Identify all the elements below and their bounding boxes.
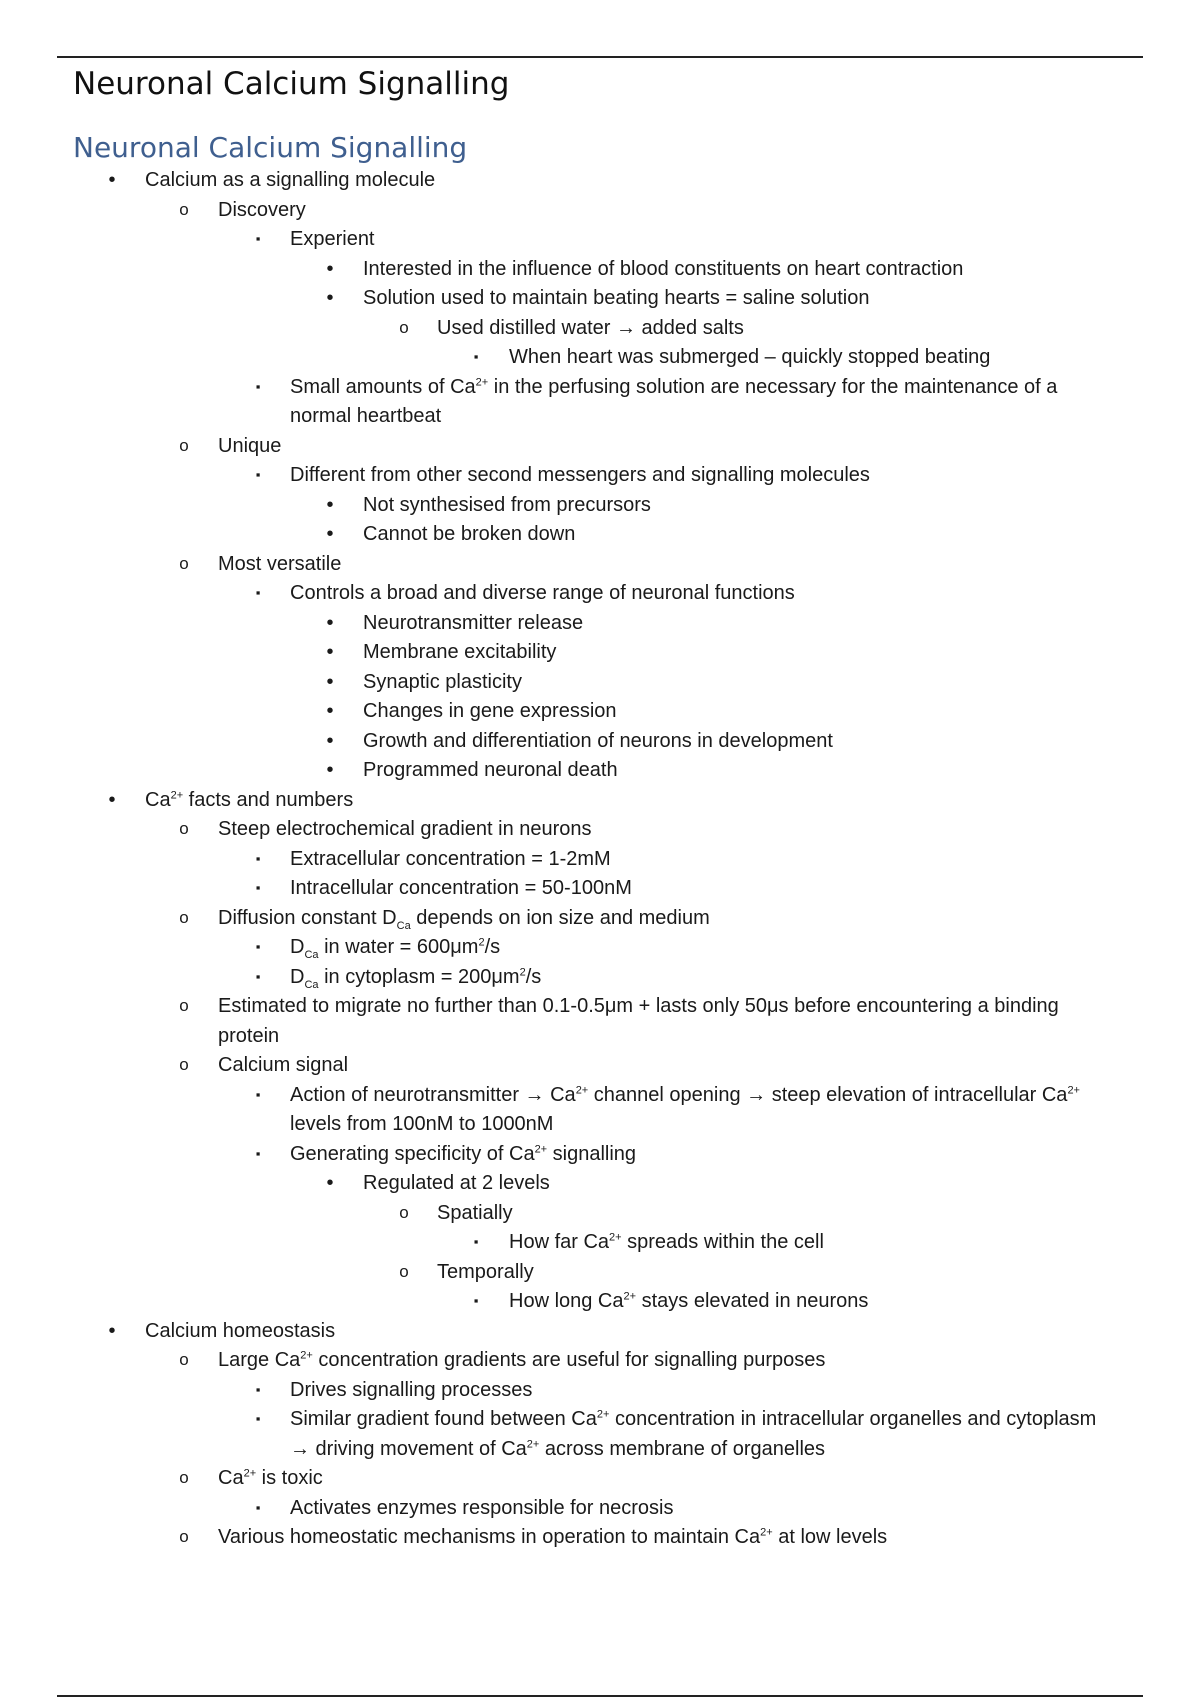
- text-run: Controls a broad and diverse range of neuronal functions: [290, 582, 795, 604]
- outline-item-level-3: [0, 874, 1200, 904]
- outline-item-level-1: [0, 166, 1200, 196]
- outline-item-level-3: [0, 373, 1200, 432]
- subscript: Ca: [304, 949, 319, 961]
- outline-item-level-2: [0, 992, 1200, 1051]
- text-run: Small amounts of Ca: [290, 375, 476, 398]
- text-run: normal heartbeat: [290, 405, 442, 427]
- outline-item-text: [290, 1494, 674, 1522]
- outline-item-level-4: [0, 520, 1200, 550]
- text-run: facts and numbers: [183, 788, 354, 811]
- bullet-marker-icon: o: [179, 1527, 189, 1546]
- outline-item-text: [218, 1051, 348, 1079]
- text-run: stays elevated in neurons: [636, 1290, 869, 1312]
- outline-item-text: [145, 1317, 335, 1345]
- bullet-marker-icon: •: [326, 729, 334, 752]
- outline-item-text: [290, 1140, 636, 1168]
- outline-item-text: [218, 815, 592, 843]
- outline-item-text: [363, 491, 651, 519]
- outline-item-level-3: [0, 845, 1200, 875]
- superscript: 2+: [300, 1349, 313, 1362]
- superscript: 2+: [596, 1408, 610, 1421]
- bullet-marker-icon: ▪: [255, 231, 261, 246]
- outline-item-level-5: [0, 314, 1200, 344]
- text-run: depends on ion size and medium: [410, 906, 710, 929]
- bullet-marker-icon: ▪: [473, 1234, 479, 1249]
- outline-item-level-2: [0, 432, 1200, 462]
- outline-item-text: [363, 284, 869, 312]
- superscript: 2+: [526, 1437, 540, 1450]
- superscript: 2+: [1067, 1083, 1080, 1096]
- bullet-marker-icon: •: [326, 523, 334, 545]
- text-run: Large Ca: [218, 1349, 301, 1371]
- text-run: at low levels: [772, 1526, 888, 1548]
- superscript: 2+: [609, 1231, 622, 1244]
- text-run: Similar gradient found between Ca: [290, 1408, 597, 1430]
- bullet-marker-icon: •: [108, 788, 116, 811]
- text-run: concentration in intracellular organelles and cytoplasm: [609, 1408, 1097, 1430]
- text-run: Changes in gene expression: [363, 700, 617, 722]
- text-run: Discovery: [218, 198, 306, 221]
- outline-item-level-4: [0, 638, 1200, 668]
- outline-item-level-2: [0, 550, 1200, 580]
- text-run: across membrane of organelles: [539, 1437, 826, 1460]
- superscript: 2+: [760, 1526, 773, 1539]
- superscript: 2: [519, 965, 526, 978]
- outline-item-text: [290, 1435, 825, 1463]
- bullet-marker-icon: •: [326, 493, 334, 516]
- text-run: Extracellular concentration = 1-2mM: [290, 847, 611, 870]
- superscript: 2+: [623, 1290, 637, 1303]
- outline-item-text: [218, 1523, 887, 1551]
- outline-item-text: [218, 904, 710, 932]
- superscript: 2+: [243, 1467, 257, 1480]
- text-run: Temporally: [437, 1260, 534, 1283]
- outline-item-level-4: [0, 668, 1200, 698]
- bullet-marker-icon: o: [179, 1350, 189, 1369]
- outline-item-text: [363, 756, 618, 784]
- superscript: 2+: [475, 375, 489, 388]
- text-run: Unique: [218, 434, 282, 457]
- outline-item-level-2: [0, 1051, 1200, 1081]
- outline-item-text: [218, 992, 1059, 1020]
- outline-item-level-3: [0, 1376, 1200, 1406]
- outline-item-level-1: [0, 786, 1200, 816]
- text-run: Used distilled water → added salts: [437, 316, 744, 339]
- outline-item-text: [218, 1464, 323, 1492]
- bullet-marker-icon: ▪: [255, 939, 261, 954]
- outline-item-text: [363, 1169, 550, 1197]
- outline-item-level-6: [0, 1287, 1200, 1317]
- section-heading: Neuronal Calcium Signalling: [73, 131, 468, 164]
- bullet-marker-icon: •: [326, 1172, 334, 1194]
- bullet-marker-icon: •: [326, 287, 334, 309]
- text-run: Ca: [145, 788, 171, 811]
- text-run: Membrane excitability: [363, 641, 557, 663]
- text-run: Different from other second messengers and signalling molecules: [290, 464, 870, 486]
- text-run: Estimated to migrate no further than 0.1-0.5μm + lasts only 50μs before encountering a binding: [218, 995, 1059, 1017]
- text-run: Not synthesised from precursors: [363, 493, 651, 516]
- outline-item-level-6: [0, 343, 1200, 373]
- outline-item-text: [363, 697, 617, 725]
- text-run: spreads within the cell: [621, 1231, 824, 1253]
- bullet-marker-icon: ▪: [255, 1145, 261, 1161]
- bullet-marker-icon: •: [108, 1319, 116, 1342]
- bullet-marker-icon: ▪: [255, 880, 261, 895]
- bullet-marker-icon: ▪: [255, 850, 261, 866]
- outline-item-level-3: [0, 1081, 1200, 1140]
- outline-item-level-2: [0, 1523, 1200, 1553]
- text-run: Calcium homeostasis: [145, 1319, 336, 1342]
- outline-item-text: [218, 550, 341, 578]
- outline-item-level-4: [0, 255, 1200, 285]
- outline-item-text: [363, 255, 963, 283]
- superscript: 2+: [575, 1083, 589, 1096]
- outline-item-level-2: [0, 904, 1200, 934]
- text-run: Generating specificity of Ca: [290, 1142, 535, 1165]
- bullet-marker-icon: o: [179, 819, 189, 838]
- outline-item-text: [290, 1110, 553, 1138]
- text-run: How long Ca: [509, 1290, 624, 1312]
- text-run: channel opening → steep elevation of intracellular Ca: [588, 1083, 1068, 1106]
- bullet-marker-icon: o: [179, 1468, 189, 1487]
- footer-rule: [57, 1695, 1143, 1697]
- bullet-marker-icon: ▪: [255, 585, 261, 600]
- outline-item-text: [145, 786, 353, 814]
- header-rule: [57, 56, 1143, 58]
- bullet-marker-icon: ▪: [255, 1411, 261, 1426]
- text-run: in cytoplasm = 200μm: [318, 965, 520, 988]
- outline-item-level-3: [0, 579, 1200, 609]
- bullet-marker-icon: o: [179, 996, 189, 1015]
- outline-item-level-4: [0, 284, 1200, 314]
- text-run: Action of neurotransmitter → Ca: [290, 1083, 576, 1106]
- text-run: levels from 100nM to 1000nM: [290, 1113, 554, 1135]
- text-run: Growth and differentiation of neurons in development: [363, 729, 833, 752]
- text-run: Steep electrochemical gradient in neurons: [218, 818, 592, 840]
- outline-item-text: [218, 432, 281, 460]
- text-run: → driving movement of Ca: [290, 1437, 527, 1460]
- text-run: Most versatile: [218, 552, 342, 575]
- text-run: Spatially: [437, 1201, 513, 1224]
- subscript: Ca: [304, 978, 319, 991]
- outline-item-level-6: [0, 1228, 1200, 1258]
- outline-item-text: [290, 1405, 1096, 1433]
- outline-item-text: [290, 579, 795, 607]
- bullet-marker-icon: ▪: [473, 1293, 479, 1308]
- text-run: Interested in the influence of blood constituents on heart contraction: [363, 257, 964, 280]
- outline-item-level-3: [0, 933, 1200, 963]
- outline-item-text: [437, 314, 744, 342]
- outline-item-level-4: [0, 756, 1200, 786]
- outline-item-text: [363, 727, 833, 755]
- bullet-marker-icon: ▪: [473, 349, 479, 364]
- bullet-marker-icon: ▪: [255, 1381, 261, 1397]
- document-title: Neuronal Calcium Signalling: [73, 66, 510, 102]
- text-run: Drives signalling processes: [290, 1378, 533, 1401]
- bullet-marker-icon: ▪: [255, 1086, 261, 1102]
- text-run: /s: [484, 936, 501, 958]
- outline-item-text: [290, 845, 611, 873]
- outline-item-text: [509, 1228, 824, 1256]
- outline-item-text: [290, 933, 500, 961]
- outline-item-text: [363, 520, 575, 548]
- outline-item-text: [218, 196, 306, 224]
- bullet-marker-icon: •: [108, 169, 116, 191]
- bullet-marker-icon: ▪: [255, 378, 261, 394]
- text-run: Cannot be broken down: [363, 523, 576, 545]
- superscript: 2+: [534, 1142, 548, 1155]
- text-run: Solution used to maintain beating hearts = saline solution: [363, 287, 870, 309]
- text-run: Calcium as a signalling molecule: [145, 169, 436, 191]
- text-run: Ca: [218, 1467, 244, 1489]
- outline-item-level-2: [0, 815, 1200, 845]
- text-run: Regulated at 2 levels: [363, 1172, 550, 1194]
- outline-item-text: [290, 1376, 532, 1404]
- text-run: Calcium signal: [218, 1054, 349, 1076]
- outline-item-level-2: [0, 1346, 1200, 1376]
- bullet-marker-icon: •: [326, 700, 334, 722]
- subscript: Ca: [396, 919, 411, 932]
- bullet-marker-icon: ▪: [255, 968, 261, 984]
- outline-item-level-3: [0, 1405, 1200, 1464]
- text-run: Programmed neuronal death: [363, 759, 618, 781]
- text-run: When heart was submerged – quickly stopped beating: [509, 346, 991, 368]
- text-run: How far Ca: [509, 1231, 610, 1253]
- outline-item-level-1: [0, 1317, 1200, 1347]
- outline-item-text: [290, 373, 1057, 401]
- bullet-marker-icon: •: [326, 611, 334, 634]
- outline-item-text: [290, 1081, 1080, 1109]
- outline-item-text: [290, 225, 375, 253]
- outline-item-text: [363, 668, 522, 696]
- superscript: 2+: [170, 788, 184, 801]
- outline-item-level-4: [0, 1169, 1200, 1199]
- outline-item-level-3: [0, 1140, 1200, 1170]
- text-run: Synaptic plasticity: [363, 670, 522, 693]
- outline-item-level-3: [0, 461, 1200, 491]
- text-run: Activates enzymes responsible for necrosis: [290, 1496, 674, 1519]
- outline-item-text: [509, 1287, 868, 1315]
- bullet-marker-icon: o: [399, 317, 409, 337]
- bullet-marker-icon: o: [399, 1202, 409, 1222]
- outline-item-text: [290, 461, 870, 489]
- bullet-marker-icon: o: [399, 1261, 409, 1281]
- outline-item-level-5: [0, 1258, 1200, 1288]
- outline-item-level-4: [0, 727, 1200, 757]
- outline-item-level-3: [0, 1494, 1200, 1524]
- outline-item-level-5: [0, 1199, 1200, 1229]
- bullet-marker-icon: o: [179, 435, 189, 455]
- bullet-marker-icon: •: [326, 257, 334, 280]
- outline-item-level-2: [0, 196, 1200, 226]
- text-run: Intracellular concentration = 50-100nM: [290, 877, 632, 899]
- outline-item-text: [290, 963, 541, 991]
- outline-item-text: [290, 874, 632, 902]
- bullet-marker-icon: ▪: [255, 467, 261, 482]
- bullet-marker-icon: o: [179, 553, 189, 573]
- outline-item-text: [363, 638, 556, 666]
- text-run: in water = 600μm: [318, 936, 479, 958]
- superscript: 2: [478, 936, 485, 949]
- text-run: D: [290, 965, 305, 988]
- text-run: D: [290, 936, 305, 958]
- text-run: is toxic: [256, 1467, 323, 1489]
- outline-item-text: [218, 1022, 279, 1050]
- outline-item-level-4: [0, 609, 1200, 639]
- outline-item-level-3: [0, 225, 1200, 255]
- outline-item-text: [145, 166, 435, 194]
- outline-item-text: [363, 609, 583, 637]
- bullet-marker-icon: o: [179, 1055, 189, 1074]
- bullet-marker-icon: •: [326, 670, 334, 693]
- outline-item-text: [437, 1258, 534, 1286]
- bullet-marker-icon: ▪: [255, 1499, 261, 1515]
- outline-item-text: [218, 1346, 825, 1374]
- outline-item-text: [437, 1199, 513, 1227]
- text-run: Diffusion constant D: [218, 906, 397, 929]
- text-run: protein: [218, 1024, 280, 1047]
- bullet-marker-icon: •: [326, 759, 334, 781]
- outline-item-level-2: [0, 1464, 1200, 1494]
- bullet-marker-icon: •: [326, 641, 334, 663]
- outline-item-level-4: [0, 491, 1200, 521]
- outline-item-level-3: [0, 963, 1200, 993]
- text-run: in the perfusing solution are necessary for the maintenance of a: [488, 375, 1058, 398]
- text-run: Various homeostatic mechanisms in operation to maintain Ca: [218, 1526, 761, 1548]
- text-run: concentration gradients are useful for signalling purposes: [312, 1349, 826, 1371]
- bullet-marker-icon: o: [179, 199, 189, 219]
- outline-item-text: [509, 343, 990, 371]
- text-run: /s: [525, 965, 542, 988]
- text-run: Experient: [290, 228, 375, 250]
- text-run: signalling: [547, 1142, 637, 1165]
- outline-item-level-4: [0, 697, 1200, 727]
- bullet-marker-icon: o: [179, 907, 189, 927]
- outline-item-text: [290, 402, 441, 430]
- text-run: Neurotransmitter release: [363, 611, 584, 634]
